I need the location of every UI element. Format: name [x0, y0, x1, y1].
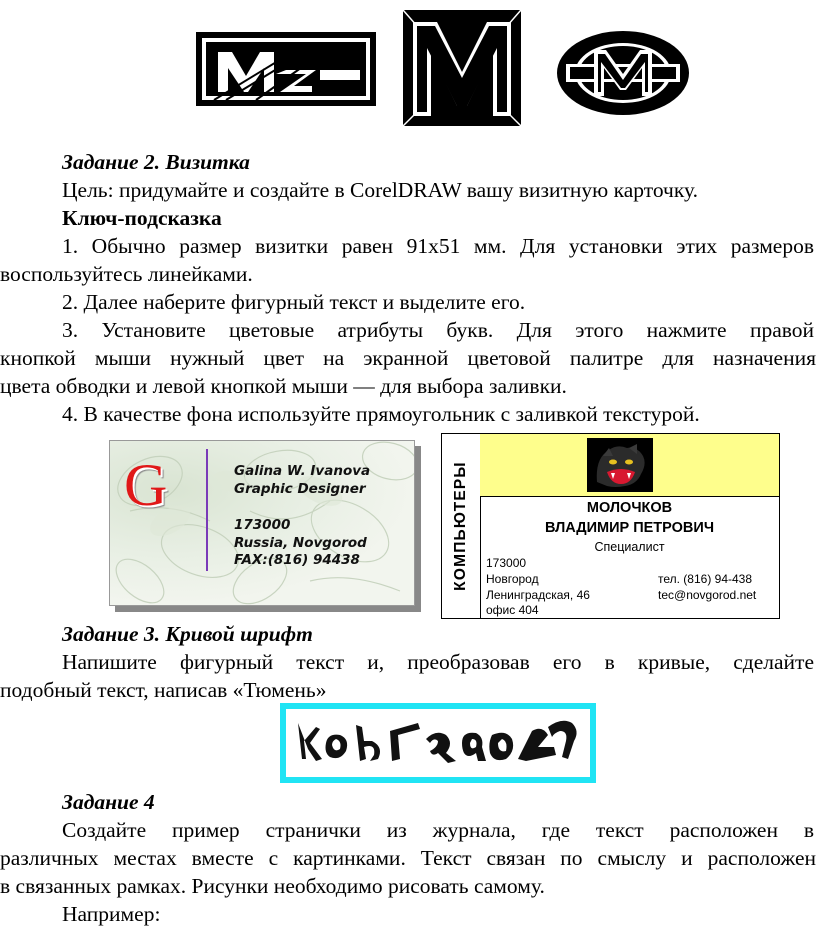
panther-logo-icon: [587, 438, 653, 492]
card2-side-bar: [442, 434, 481, 618]
task2-item1-line2: воспользуйтесь линейками.: [0, 262, 253, 286]
card-initial-letter: G: [124, 452, 168, 518]
task2-item3-line3: цвета обводки и левой кнопкой мыши — для выбора заливки.: [0, 374, 567, 398]
business-card-galina: [109, 440, 421, 612]
task3-line2: подобный текст, написав «Тюмень»: [0, 678, 327, 702]
card-name: Galina W. Ivanova: [234, 463, 371, 479]
card2-email: tec@novgorod.net: [658, 588, 757, 602]
card2-city: Новгород: [486, 572, 539, 586]
business-card-molochkov: [441, 433, 780, 619]
task4-line1: Создайте пример странички из журнала, где текст расположен в: [62, 818, 814, 842]
card2-surname: МОЛОЧКОВ: [586, 500, 673, 516]
card2-names: ВЛАДИМИР ПЕТРОВИЧ: [544, 520, 715, 536]
task2-goal: Цель: придумайте и создайте в CorelDRAW вашу визитную карточку.: [62, 178, 698, 202]
task3-title: Задание 3. Кривой шрифт: [62, 622, 313, 646]
task4-title: Задание 4: [62, 790, 155, 814]
card-city: Russia, Novgorod: [234, 535, 367, 551]
task2-title: Задание 2. Визитка: [62, 150, 250, 174]
logo-m-block: [401, 8, 523, 128]
card2-header: [480, 434, 779, 497]
task3-line1: Напишите фигурный текст и, преобразовав его в кривые, сделайте: [62, 650, 814, 674]
task2-item4: 4. В качестве фона используйте прямоугольник с заливкой текстурой.: [62, 402, 700, 426]
card2-side-text: КОМПЬЮТЕРЫ: [452, 461, 469, 591]
logo-m-oval: [556, 30, 690, 116]
card-divider-line: [206, 449, 208, 571]
card-role: Graphic Designer: [234, 481, 366, 497]
card2-office: офис 404: [486, 603, 539, 617]
card2-zip: 173000: [486, 556, 527, 570]
task2-item2: 2. Далее наберите фигурный текст и выделите его.: [62, 290, 526, 314]
curve-text-sample: [286, 709, 590, 777]
card2-phone: тел. (816) 94-438: [658, 572, 753, 586]
task2-item3-line2: кнопкой мыши нужный цвет на экранной цветовой палитре для назначения: [0, 346, 816, 370]
curve-text-sample-frame: [280, 703, 596, 783]
task2-item3-line1: 3. Установите цветовые атрибуты букв. Для этого нажмите правой: [62, 318, 814, 342]
logo-mz: [196, 30, 376, 110]
task4-example: Например:: [62, 902, 161, 926]
card-fax: FAX:(816) 94438: [234, 552, 360, 568]
card2-street: Ленинградская, 46: [486, 588, 590, 602]
task4-line2: различных местах вместе с картинками. Текст связан по смыслу и расположен: [0, 846, 816, 870]
task2-item1-line1: 1. Обычно размер визитки равен 91х51 мм. Для установки этих размеров: [62, 234, 814, 258]
card-zip: 173000: [234, 517, 291, 533]
card-texture-background: [109, 440, 415, 606]
card2-role: Специалист: [594, 540, 665, 554]
task2-hint-title: Ключ-подсказка: [62, 206, 222, 230]
task4-line3: в связанных рамках. Рисунки необходимо рисовать самому.: [0, 874, 545, 898]
